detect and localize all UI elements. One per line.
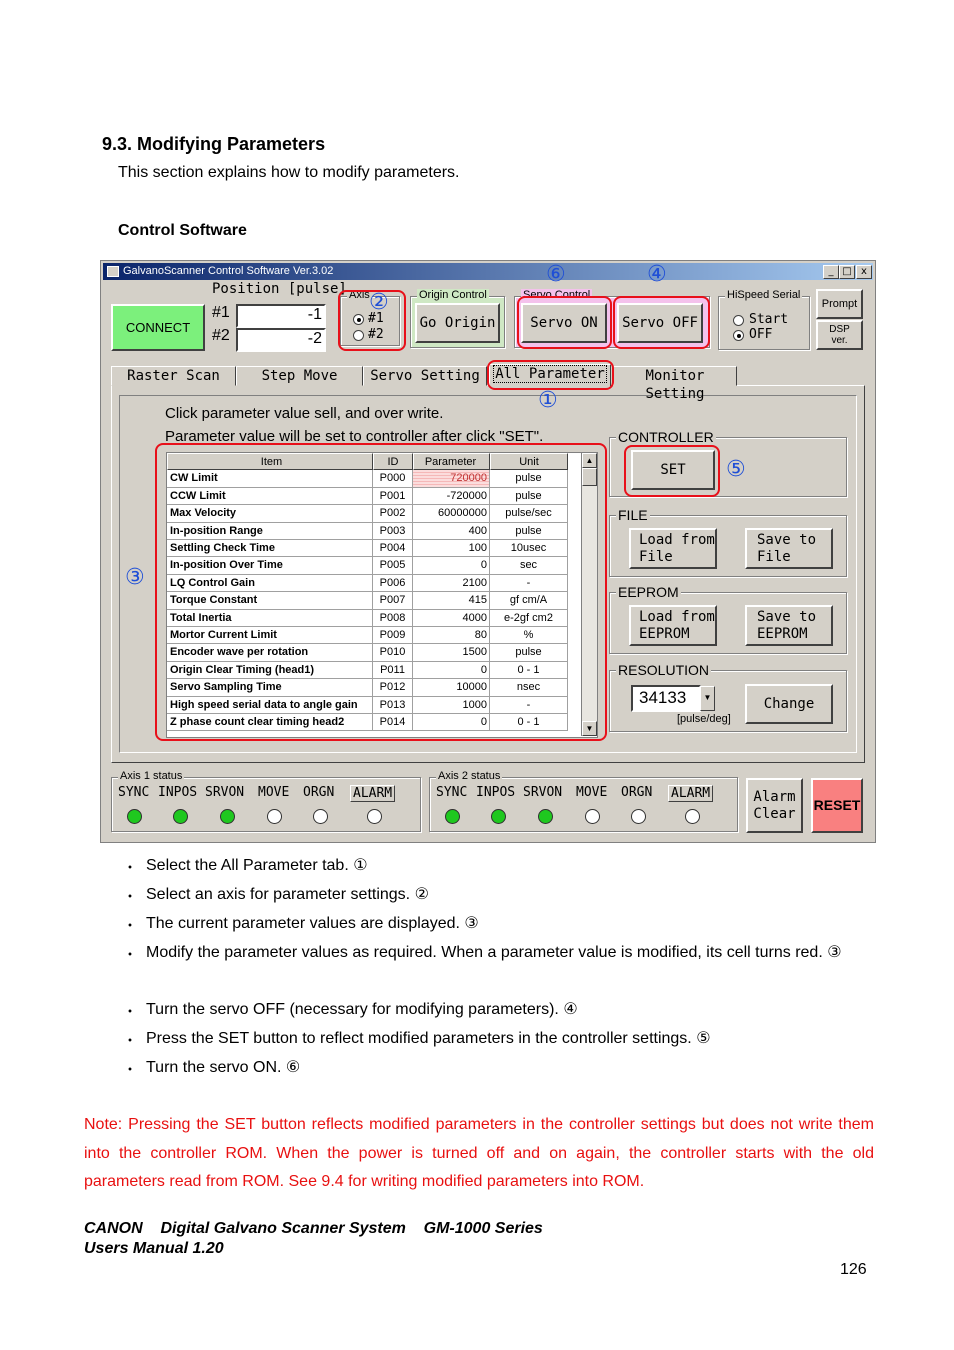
- param-value-cell[interactable]: 80: [413, 627, 490, 644]
- axis1-alarm-led-icon: [367, 809, 382, 824]
- callout-5: ⑤: [726, 457, 746, 482]
- instruction-line-2: Parameter value will be set to controller after click "SET".: [165, 428, 544, 445]
- instruction-line-1: Click parameter value sell, and over write.: [165, 405, 444, 422]
- controller-label: CONTROLLER: [618, 429, 714, 445]
- axis2-radio-label: #2: [368, 327, 384, 342]
- highlight-parameter-table: [155, 443, 607, 741]
- step-2: Select an axis for parameter settings. ②: [146, 886, 429, 903]
- param-value-cell[interactable]: 60000000: [413, 505, 490, 522]
- load-from-eeprom-button[interactable]: [629, 605, 717, 646]
- prompt-button[interactable]: Prompt: [816, 289, 863, 319]
- origin-control-label: Origin Control: [419, 289, 487, 301]
- bullet: ・: [122, 889, 139, 906]
- axis1-srvon-led-icon: [220, 809, 235, 824]
- axis2-orgn-label: ORGN: [621, 785, 653, 800]
- param-item-cell: Servo Sampling Time: [167, 679, 373, 696]
- axis2-sync-label: SYNC: [436, 785, 468, 800]
- param-item-cell: Mortor Current Limit: [167, 627, 373, 644]
- footer-manual: Users Manual 1.20: [84, 1240, 224, 1257]
- note: Note: Pressing the SET button reflects modified parameters in the controller settings but does not write them into the controller ROM. When the power is turned off and on again, the controller starts with the old parameters read from ROM. See 9.4 for writing modified parameters into ROM.: [84, 1116, 874, 1190]
- alarm-clear-line2: Clear: [753, 805, 796, 822]
- axis2-status-label: Axis 2 status: [438, 770, 501, 782]
- highlight-set-button: [624, 445, 720, 497]
- axis1-status-label: Axis 1 status: [120, 770, 183, 782]
- axis1-sync-led-icon: [127, 809, 142, 824]
- param-unit-cell: -: [490, 697, 568, 714]
- param-item-cell: Settling Check Time: [167, 540, 373, 557]
- param-item-cell: Encoder wave per rotation: [167, 644, 373, 661]
- save-eeprom-line1: Save to: [757, 608, 817, 625]
- hispeed-serial-label: HiSpeed Serial: [727, 289, 801, 301]
- servo-control-label: Servo Control: [523, 289, 591, 301]
- highlight-all-parameter-tab: [487, 360, 614, 390]
- highlight-servo-off: [613, 296, 710, 349]
- axis1-inpos-label: INPOS: [158, 785, 198, 800]
- axis1-srvon-label: SRVON: [205, 785, 245, 800]
- hispeed-start-label: Start: [749, 312, 789, 327]
- reset-button[interactable]: RESET: [811, 778, 863, 833]
- set-button[interactable]: SET: [631, 450, 715, 490]
- load-eeprom-line2: EEPROM: [639, 625, 690, 642]
- load-file-line1: Load from: [639, 531, 715, 548]
- param-item-cell: In-position Over Time: [167, 557, 373, 574]
- param-id-cell: P005: [373, 557, 413, 574]
- axis1-orgn-label: ORGN: [303, 785, 335, 800]
- scroll-up-icon[interactable]: ▲: [582, 453, 597, 468]
- section-intro: This section explains how to modify parameters.: [118, 164, 460, 181]
- save-eeprom-line2: EEPROM: [757, 625, 808, 642]
- axis1-alarm-label[interactable]: ALARM: [350, 785, 395, 802]
- axis2-position-label: #2: [212, 327, 230, 344]
- hispeed-off-label: OFF: [749, 327, 773, 342]
- bullet: ・: [122, 1062, 139, 1079]
- minimize-icon[interactable]: _: [823, 265, 839, 279]
- param-id-cell: P010: [373, 644, 413, 661]
- param-unit-cell: -: [490, 575, 568, 592]
- param-unit-cell: pulse: [490, 523, 568, 540]
- param-unit-cell: 0 - 1: [490, 714, 568, 731]
- param-item-cell: Torque Constant: [167, 592, 373, 609]
- param-value-cell[interactable]: 10000: [413, 679, 490, 696]
- header-id: ID: [373, 453, 413, 470]
- axis1-move-label: MOVE: [258, 785, 290, 800]
- param-unit-cell: pulse: [490, 488, 568, 505]
- param-id-cell: P003: [373, 523, 413, 540]
- bullet: ・: [122, 860, 139, 877]
- param-value-cell[interactable]: 720000: [413, 470, 490, 487]
- param-unit-cell: pulse/sec: [490, 505, 568, 522]
- axis2-move-label: MOVE: [576, 785, 608, 800]
- axis2-alarm-led-icon: [685, 809, 700, 824]
- param-value-cell[interactable]: 0: [413, 557, 490, 574]
- axis2-move-led-icon: [585, 809, 600, 824]
- load-from-file-button[interactable]: [629, 528, 717, 569]
- file-label: FILE: [618, 507, 648, 523]
- alarm-clear-button[interactable]: [746, 778, 803, 833]
- param-item-cell: CCW Limit: [167, 488, 373, 505]
- tab-raster-scan[interactable]: Raster Scan: [111, 366, 236, 386]
- save-to-file-button[interactable]: [745, 528, 833, 569]
- axis1-radio-label: #1: [368, 311, 384, 326]
- param-id-cell: P014: [373, 714, 413, 731]
- dsp-version-button[interactable]: [816, 320, 863, 350]
- param-unit-cell: pulse: [490, 644, 568, 661]
- scroll-down-icon[interactable]: ▼: [582, 721, 597, 736]
- param-value-cell[interactable]: 400: [413, 523, 490, 540]
- axis-group-label: Axis: [349, 289, 370, 301]
- callout-4: ④: [647, 262, 667, 287]
- param-id-cell: P009: [373, 627, 413, 644]
- eeprom-label: EEPROM: [618, 584, 679, 600]
- header-item: Item: [167, 453, 373, 470]
- tab-monitor-setting[interactable]: Monitor Setting: [613, 366, 737, 386]
- step-1: Select the All Parameter tab. ①: [146, 857, 368, 874]
- param-item-cell: Total Inertia: [167, 610, 373, 627]
- load-eeprom-line1: Load from: [639, 608, 715, 625]
- bullet: ・: [122, 918, 139, 935]
- resolution-unit: [pulse/deg]: [677, 713, 731, 725]
- dsp-label: DSP: [829, 324, 850, 335]
- param-id-cell: P007: [373, 592, 413, 609]
- callout-6: ⑥: [546, 262, 566, 287]
- subheading-control-software: Control Software: [118, 222, 247, 239]
- callout-1: ①: [538, 388, 558, 413]
- param-item-cell: LQ Control Gain: [167, 575, 373, 592]
- tab-all-parameter-label: All Parameter: [495, 366, 605, 382]
- param-id-cell: P012: [373, 679, 413, 696]
- param-value-cell[interactable]: 0: [413, 714, 490, 731]
- param-id-cell: P004: [373, 540, 413, 557]
- load-file-line2: File: [639, 548, 673, 565]
- dsp-version-label: ver.: [831, 335, 848, 346]
- axis1-move-led-icon: [267, 809, 282, 824]
- param-id-cell: P011: [373, 662, 413, 679]
- step-7: Turn the servo ON. ⑥: [146, 1059, 301, 1076]
- servo-on-button[interactable]: Servo ON: [521, 303, 607, 343]
- page-number: 126: [840, 1261, 867, 1278]
- step-3: The current parameter values are displayed. ③: [146, 915, 479, 932]
- footer-product: CANON Digital Galvano Scanner System GM-1000 Series: [84, 1220, 543, 1237]
- param-unit-cell: sec: [490, 557, 568, 574]
- go-origin-button[interactable]: Go Origin: [415, 303, 500, 343]
- param-item-cell: High speed serial data to angle gain: [167, 697, 373, 714]
- param-item-cell: Origin Clear Timing (head1): [167, 662, 373, 679]
- param-value-cell[interactable]: 0: [413, 662, 490, 679]
- axis2-srvon-led-icon: [538, 809, 553, 824]
- servo-off-button[interactable]: Servo OFF: [617, 303, 703, 343]
- param-value-cell[interactable]: 415: [413, 592, 490, 609]
- param-item-cell: CW Limit: [167, 470, 373, 487]
- hispeed-off-radio[interactable]: [733, 330, 744, 341]
- axis2-alarm-label[interactable]: ALARM: [668, 785, 713, 802]
- axis1-sync-label: SYNC: [118, 785, 150, 800]
- highlight-servo-on: [517, 296, 612, 349]
- param-unit-cell: %: [490, 627, 568, 644]
- save-to-eeprom-button[interactable]: [745, 605, 833, 646]
- param-id-cell: P006: [373, 575, 413, 592]
- param-value-cell[interactable]: -720000: [413, 488, 490, 505]
- resolution-select[interactable]: 34133: [631, 685, 701, 712]
- axis1-position-label: #1: [212, 304, 230, 321]
- maximize-icon[interactable]: □: [839, 265, 855, 279]
- param-item-cell: Z phase count clear timing head2: [167, 714, 373, 731]
- axis2-srvon-label: SRVON: [523, 785, 563, 800]
- bullet: ・: [122, 1033, 139, 1050]
- alarm-clear-line1: Alarm: [753, 788, 796, 805]
- window-title: GalvanoScanner Control Software Ver.3.02: [123, 265, 334, 277]
- step-6: Press the SET button to reflect modified parameters in the controller settings. ⑤: [146, 1030, 711, 1047]
- axis2-inpos-led-icon: [491, 809, 506, 824]
- axis2-orgn-led-icon: [631, 809, 646, 824]
- save-file-line2: File: [757, 548, 791, 565]
- resolution-label: RESOLUTION: [618, 662, 710, 678]
- tab-step-move[interactable]: Step Move: [236, 366, 363, 386]
- axis1-position-field: -1: [236, 304, 326, 328]
- param-item-cell: Max Velocity: [167, 505, 373, 522]
- param-id-cell: P000: [373, 470, 413, 487]
- header-unit: Unit: [490, 453, 568, 470]
- param-value-cell[interactable]: 4000: [413, 610, 490, 627]
- title-bar: [103, 263, 873, 280]
- param-id-cell: P008: [373, 610, 413, 627]
- axis2-position-field: -2: [236, 328, 326, 352]
- callout-2: ②: [369, 290, 389, 315]
- change-button[interactable]: Change: [745, 684, 833, 724]
- tab-servo-setting[interactable]: Servo Setting: [363, 366, 487, 386]
- app-icon: [107, 266, 119, 277]
- param-unit-cell: nsec: [490, 679, 568, 696]
- axis1-inpos-led-icon: [173, 809, 188, 824]
- axis2-sync-led-icon: [445, 809, 460, 824]
- param-value-cell[interactable]: 2100: [413, 575, 490, 592]
- param-value-cell[interactable]: 1000: [413, 697, 490, 714]
- param-unit-cell: pulse: [490, 470, 568, 487]
- axis2-inpos-label: INPOS: [476, 785, 516, 800]
- param-id-cell: P013: [373, 697, 413, 714]
- param-unit-cell: 10usec: [490, 540, 568, 557]
- param-unit-cell: e-2gf cm2: [490, 610, 568, 627]
- param-id-cell: P002: [373, 505, 413, 522]
- resolution-dropdown-icon[interactable]: ▼: [700, 686, 715, 711]
- bullet: ・: [122, 947, 139, 964]
- param-unit-cell: gf cm/A: [490, 592, 568, 609]
- param-value-cell[interactable]: 1500: [413, 644, 490, 661]
- param-unit-cell: 0 - 1: [490, 662, 568, 679]
- callout-3: ③: [125, 565, 145, 590]
- param-item-cell: In-position Range: [167, 523, 373, 540]
- bullet: ・: [122, 1004, 139, 1021]
- close-icon[interactable]: x: [856, 265, 872, 279]
- axis1-orgn-led-icon: [313, 809, 328, 824]
- connect-button[interactable]: CONNECT: [111, 304, 205, 351]
- step-5: Turn the servo OFF (necessary for modifying parameters). ④: [146, 1001, 578, 1018]
- step-4: Modify the parameter values as required. When a parameter value is modified, its cell turns red. ③: [146, 944, 842, 961]
- param-id-cell: P001: [373, 488, 413, 505]
- param-value-cell[interactable]: 100: [413, 540, 490, 557]
- save-file-line1: Save to: [757, 531, 817, 548]
- position-label: Position [pulse]: [212, 281, 347, 297]
- hispeed-start-radio[interactable]: [733, 315, 744, 326]
- section-heading: 9.3. Modifying Parameters: [102, 134, 326, 154]
- header-parameter: Parameter: [413, 453, 490, 470]
